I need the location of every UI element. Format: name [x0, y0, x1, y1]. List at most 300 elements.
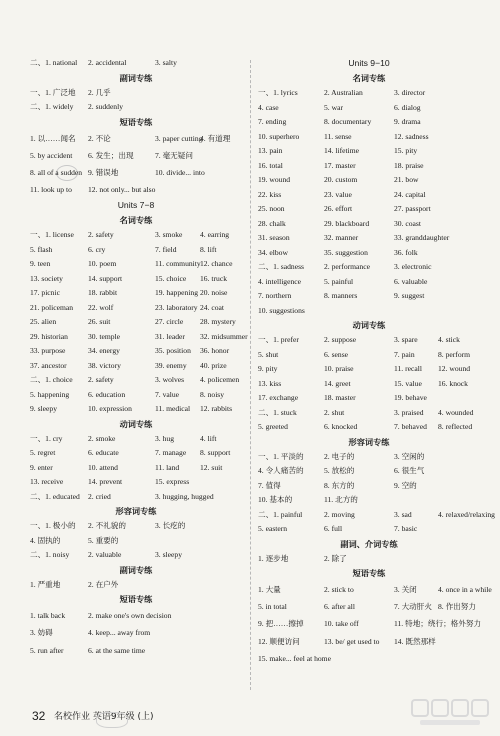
answer-item: 一、1. license	[30, 230, 74, 240]
answer-item: 15. choice	[155, 273, 187, 283]
answer-item: 5. by accident	[30, 150, 73, 160]
answer-item: 3. hug	[155, 433, 174, 443]
answer-item: 6. 发生；出现	[88, 150, 134, 160]
answer-row	[258, 479, 480, 494]
answer-item: 19. happening	[155, 288, 199, 298]
answer-item: 8. lift	[200, 244, 217, 254]
answer-row	[258, 289, 480, 304]
answer-row	[30, 56, 242, 71]
answer-item: 13. society	[30, 273, 63, 283]
answer-item: 9. sleepy	[30, 404, 57, 414]
answer-item: 6. after all	[324, 602, 355, 612]
answer-row	[258, 231, 480, 246]
answer-item: 2. 在户外	[88, 579, 119, 589]
answer-item: 2. accidental	[88, 58, 127, 67]
answer-item: 36. folk	[394, 247, 418, 257]
book-title: 名校作业 英语9年级 (上)	[54, 712, 154, 722]
answer-item: 2. performance	[324, 262, 370, 271]
answer-item: 2. suppose	[324, 335, 357, 344]
answer-item: 10. expression	[88, 404, 132, 414]
answer-item: 36. honor	[200, 346, 230, 356]
answer-item: 4. 有道理	[200, 133, 231, 143]
answer-item: 5. happening	[30, 389, 70, 399]
answer-item: 1. 大量	[258, 585, 281, 594]
answer-item: 8. reflected	[438, 422, 473, 431]
answer-item: 3. director	[394, 88, 426, 97]
answer-item: 21. policeman	[30, 302, 74, 312]
answer-row	[30, 86, 242, 101]
answer-item: 34. elbow	[258, 247, 288, 257]
answer-row	[30, 373, 242, 388]
answer-item: 14. greet	[324, 378, 351, 388]
answer-item: 16. total	[258, 160, 283, 170]
answer-row	[258, 420, 480, 435]
answer-item: 35. suggestion	[324, 247, 368, 257]
answer-row	[30, 130, 242, 147]
answer-item: 16. knock	[438, 378, 468, 388]
answer-row	[258, 348, 480, 363]
answer-item: 13. kiss	[258, 378, 282, 388]
answer-item: 39. enemy	[155, 360, 187, 370]
answer-row	[258, 275, 480, 290]
answer-item: 7. value	[155, 389, 180, 399]
answer-row	[258, 130, 480, 145]
answer-item: 14. 既然那样	[394, 636, 436, 646]
answer-item: 2. 不礼貌的	[88, 521, 126, 531]
answer-item: 17. master	[324, 160, 356, 170]
heading-text: 短语专练	[119, 117, 153, 127]
answer-item: 13. receive	[30, 477, 64, 487]
heading-text: 名词专练	[119, 216, 153, 226]
answer-item: 2. safety	[88, 375, 114, 385]
answer-row	[258, 202, 480, 217]
answer-item: 23. value	[324, 189, 352, 199]
answer-item: 7. northern	[258, 291, 292, 300]
answer-row	[30, 642, 242, 659]
answer-item: 4. keep... away from	[88, 628, 151, 638]
answer-row	[30, 475, 242, 490]
answer-item: 4. 令人痛苦的	[258, 466, 304, 475]
answer-item: 12. wound	[438, 364, 471, 373]
answer-row	[258, 552, 480, 567]
section-heading	[258, 537, 480, 552]
answer-item: 20. custom	[324, 175, 358, 184]
answer-item: 19. wound	[258, 175, 291, 184]
answer-item: 7. behaved	[394, 422, 427, 431]
answer-item: 1. 逐步地	[258, 553, 289, 563]
answer-item: 1. talk back	[30, 611, 66, 621]
answer-item: 7. field	[155, 244, 177, 254]
answer-row	[258, 391, 480, 406]
answer-item: 4. wounded	[438, 407, 474, 417]
answer-item: 14. lifetime	[324, 146, 360, 155]
answer-item: 8. all of a sudden	[30, 167, 83, 177]
answer-row	[30, 257, 242, 272]
answer-item: 17. picnic	[30, 288, 60, 298]
heading-text: 形容词专练	[115, 507, 157, 517]
answer-item: 9. suggest	[394, 291, 425, 300]
answer-row	[30, 228, 242, 243]
answer-row	[258, 260, 480, 275]
answer-item: 31. season	[258, 233, 290, 242]
answer-item: 6. 很生气	[394, 466, 425, 475]
answer-row	[258, 406, 480, 421]
answer-row	[258, 633, 480, 650]
answer-item: 10. take off	[324, 619, 359, 629]
answer-item: 5. shut	[258, 349, 279, 359]
answer-row	[258, 333, 480, 348]
answer-item: 3. praised	[394, 407, 424, 417]
answer-item: 5. flash	[30, 244, 53, 254]
answer-item: 9. 空的	[394, 480, 417, 490]
answer-row	[30, 548, 242, 563]
answer-item: 15. make... feel at home	[258, 653, 331, 663]
heading-text: 动词专练	[352, 321, 386, 330]
answer-item: 4. lift	[200, 433, 217, 443]
answer-row	[258, 246, 480, 261]
decorative-stamp	[96, 712, 128, 728]
answer-item: 33. purpose	[30, 346, 66, 356]
right-column	[258, 56, 495, 667]
answer-row	[30, 272, 242, 287]
answer-item: 10. 基本的	[258, 495, 293, 504]
answer-item: 10. divide... into	[155, 167, 205, 177]
answer-item: 4. earring	[200, 230, 230, 240]
answer-row	[258, 188, 480, 203]
answer-item: 2. valuable	[88, 550, 122, 560]
heading-text: 短语专练	[352, 569, 386, 578]
answer-item: 3. sad	[394, 509, 412, 519]
answer-row	[30, 164, 242, 181]
answer-item: 2. 电子的	[324, 451, 355, 461]
section-heading	[258, 71, 480, 86]
answer-row	[30, 607, 242, 624]
section-heading	[30, 213, 242, 228]
section-heading	[258, 318, 480, 333]
answer-item: 21. bow	[394, 175, 419, 184]
section-heading	[30, 504, 242, 519]
answer-item: 2. shut	[324, 407, 345, 417]
answer-item: 9. 错误地	[88, 167, 119, 177]
answer-item: 8. manners	[324, 291, 358, 300]
answer-item: 24. coat	[200, 302, 225, 312]
answer-row	[258, 144, 480, 159]
answer-item: 3. salty	[155, 58, 177, 67]
answer-item: 11. 特地；绕行；格外努力	[394, 619, 482, 629]
answer-row	[258, 464, 480, 479]
answer-item: 3. wolves	[155, 375, 185, 385]
answer-item: 1. 严重地	[30, 579, 61, 589]
answer-item: 2. moving	[324, 509, 355, 519]
answer-item: 28. chalk	[258, 218, 286, 228]
answer-item: 20. noise	[200, 288, 228, 298]
answer-item: 15. value	[394, 378, 422, 388]
answer-row	[258, 598, 480, 615]
answer-item: 35. position	[155, 346, 191, 356]
section-heading	[30, 563, 242, 578]
answer-item: 9. teen	[30, 259, 51, 269]
answer-row	[258, 493, 480, 508]
answer-item: 12. rabbits	[200, 404, 233, 414]
answer-item: 7. basic	[394, 524, 418, 533]
answer-item: 8. perform	[438, 349, 471, 359]
answer-item: 6. educate	[88, 448, 119, 458]
heading-text: Units 7−8	[117, 200, 155, 211]
answer-row	[30, 286, 242, 301]
answer-item: 18. praise	[394, 160, 424, 170]
page-number: 32	[32, 709, 46, 723]
answer-item: 32. midsummer	[200, 331, 248, 341]
answer-item: 12. suit	[200, 462, 223, 472]
watermark-logo-icon	[410, 696, 490, 728]
answer-item: 38. victory	[88, 360, 121, 370]
answer-row	[30, 461, 242, 476]
answer-item: 9. 把……擦掉	[258, 619, 304, 629]
answer-item: 8. noisy	[200, 389, 225, 399]
answer-item: 一、1. cry	[30, 433, 63, 443]
answer-row	[258, 377, 480, 392]
answer-item: 14. prevent	[88, 477, 123, 487]
answer-row	[30, 315, 242, 330]
answer-row	[30, 578, 242, 593]
answer-item: 7. 毫无疑问	[155, 150, 193, 160]
answer-item: 22. kiss	[258, 189, 282, 199]
answer-item: 2. cried	[88, 491, 111, 501]
answer-item: 13. be/ get used to	[324, 636, 380, 646]
answer-item: 6. valuable	[394, 276, 428, 286]
heading-text: 动词专练	[119, 419, 153, 429]
answer-row	[258, 101, 480, 116]
answer-item: 10. suggestions	[258, 305, 305, 315]
answer-item: 5. painful	[324, 276, 354, 286]
answer-row	[30, 534, 242, 549]
answer-item: 11. medical	[155, 404, 191, 414]
answer-item: 2. 几乎	[88, 87, 111, 97]
answer-item: 7. 大动肝火	[394, 602, 432, 612]
answer-item: 10. superhero	[258, 131, 300, 141]
answer-row	[30, 243, 242, 258]
heading-text: 副词专练	[119, 73, 153, 83]
answer-row	[30, 446, 242, 461]
column-divider	[250, 60, 251, 690]
answer-item: 二、1. sadness	[258, 262, 304, 271]
answer-item: 4. relaxed/relaxing	[438, 509, 495, 519]
answer-item: 6. dialog	[394, 102, 421, 112]
answer-item: 二、1. stuck	[258, 407, 297, 417]
answer-item: 7. ending	[258, 117, 287, 126]
answer-row	[30, 359, 242, 374]
answer-item: 8. 东方的	[324, 480, 355, 490]
answer-item: 3. electronic	[394, 262, 432, 271]
answer-row	[30, 147, 242, 164]
answer-item: 4. policemen	[200, 375, 240, 385]
answer-item: 12. not only... but also	[88, 185, 156, 195]
answer-item: 18. rabbit	[88, 288, 118, 298]
section-heading	[30, 115, 242, 130]
answer-item: 一、1. lyrics	[258, 88, 298, 97]
answer-item: 8. documentary	[324, 117, 372, 126]
answer-item: 7. pain	[394, 349, 415, 359]
answer-item: 二、1. national	[30, 58, 78, 67]
answer-item: 2. suddenly	[88, 102, 124, 111]
answer-item: 18. master	[324, 393, 356, 402]
answer-item: 一、1. prefer	[258, 335, 299, 344]
answer-item: 30. temple	[88, 331, 121, 341]
answer-item: 29. historian	[30, 331, 68, 341]
unit-heading	[30, 198, 242, 213]
heading-text: 短语专练	[119, 595, 153, 605]
answer-item: 23. laboratory	[155, 302, 198, 312]
answer-row	[258, 450, 480, 465]
answer-row	[30, 624, 242, 641]
answer-item: 11. community	[155, 259, 201, 269]
answer-item: 11. sense	[324, 131, 352, 141]
answer-item: 26. effort	[324, 204, 353, 213]
answer-item: 4. intelligence	[258, 276, 302, 286]
answer-item: 6. education	[88, 389, 126, 399]
answer-item: 29. blackboard	[324, 218, 370, 228]
answer-row	[30, 432, 242, 447]
answer-item: 8. 作出努力	[438, 602, 476, 612]
answer-item: 3. 长疙的	[155, 521, 186, 531]
answer-item: 19. behave	[394, 393, 427, 402]
answer-item: 2. smoke	[88, 433, 116, 443]
answer-item: 2. make one's own decision	[88, 611, 172, 621]
answer-item: 6. cry	[88, 244, 106, 254]
answer-item: 2. 除了	[324, 553, 347, 563]
answer-item: 9. enter	[30, 462, 53, 472]
answer-item: 3. sleepy	[155, 550, 182, 560]
answer-item: 24. capital	[394, 189, 426, 199]
answer-item: 4. stick	[438, 335, 460, 344]
answer-item: 27. passport	[394, 204, 431, 213]
answer-row	[30, 402, 242, 417]
answer-item: 4. once in a while	[438, 585, 492, 594]
answer-item: 33. granddaughter	[394, 233, 450, 242]
answer-item: 一、1. 广泛地	[30, 87, 76, 97]
answer-row	[30, 344, 242, 359]
answer-item: 7. 值得	[258, 480, 281, 490]
heading-text: 副词、介词专练	[340, 539, 398, 549]
answer-item: 27. circle	[155, 317, 184, 327]
answer-item: 二、1. painful	[258, 509, 303, 519]
answer-item: 26. suit	[88, 317, 111, 327]
answer-item: 10. attend	[88, 462, 118, 472]
answer-row	[30, 181, 242, 198]
left-column	[30, 56, 248, 659]
heading-text: 形容词专练	[348, 437, 390, 447]
answer-item: 2. safety	[88, 230, 114, 240]
answer-item: 2. 不论	[88, 133, 111, 143]
section-heading	[30, 71, 242, 86]
answer-item: 3. smoke	[155, 230, 183, 240]
answer-item: 31. leader	[155, 331, 185, 341]
answer-item: 3. spare	[394, 335, 418, 344]
answer-item: 11. land	[155, 462, 180, 472]
answer-item: 5. greeted	[258, 422, 288, 431]
answer-item: 4. case	[258, 102, 279, 112]
answer-item: 5. 重要的	[88, 535, 119, 545]
answer-item: 一、1. 极小的	[30, 521, 76, 531]
answer-row	[30, 100, 242, 115]
answer-row	[258, 304, 480, 319]
answer-item: 30. coast	[394, 218, 421, 228]
section-heading	[258, 566, 480, 581]
answer-item: 5. run after	[30, 645, 64, 655]
answer-item: 3. 空闲的	[394, 451, 425, 461]
answer-row	[258, 508, 495, 523]
answer-row	[258, 159, 480, 174]
answer-item: 6. sense	[324, 349, 349, 359]
answer-item: 3. 关闭	[394, 585, 417, 594]
answer-item: 12. 顺便访问	[258, 636, 300, 646]
answer-item: 10. poem	[88, 259, 117, 269]
heading-text: 名词专练	[352, 74, 386, 83]
answer-item: 2. stick to	[324, 585, 354, 594]
answer-item: 3. 妨碍	[30, 628, 53, 638]
answer-row	[258, 581, 492, 598]
unit-heading	[258, 56, 480, 71]
section-heading	[30, 417, 242, 432]
answer-item: 15. express	[155, 477, 190, 487]
answer-item: 5. 放松的	[324, 466, 355, 475]
answer-item: 5. eastern	[258, 524, 288, 533]
answer-item: 一、1. 平淡的	[258, 451, 304, 461]
heading-text: 副词专练	[119, 565, 153, 575]
answer-row	[258, 173, 480, 188]
section-heading	[30, 592, 242, 607]
answer-item: 28. mystery	[200, 317, 236, 327]
answer-item: 10. praise	[324, 364, 354, 373]
answer-item: 1. 以……闻名	[30, 133, 76, 143]
answer-item: 5. war	[324, 102, 343, 112]
answer-item: 3. hugging, hugged	[155, 491, 214, 501]
answer-row	[30, 388, 242, 403]
answer-item: 17. exchange	[258, 393, 299, 402]
answer-item: 二、1. choice	[30, 375, 73, 385]
answer-item: 2. Australian	[324, 88, 363, 97]
answer-item: 25. alien	[30, 317, 57, 327]
answer-item: 25. noon	[258, 204, 285, 213]
section-heading	[258, 435, 480, 450]
answer-item: 11. look up to	[30, 185, 72, 195]
answer-item: 12. chance	[200, 259, 233, 269]
answer-item: 22. wolf	[88, 302, 114, 312]
answer-item: 6. full	[324, 524, 343, 533]
answer-item: 7. manage	[155, 448, 187, 458]
answer-item: 37. ancestor	[30, 360, 67, 370]
answer-item: 34. energy	[88, 346, 120, 356]
answer-item: 二、1. educated	[30, 491, 80, 501]
answer-row	[30, 490, 242, 505]
answer-row	[30, 330, 248, 345]
answer-row	[30, 519, 242, 534]
answer-row	[258, 615, 480, 632]
answer-item: 12. sadness	[394, 131, 429, 141]
answer-row	[258, 115, 480, 130]
page-footer	[32, 708, 154, 724]
answer-row	[258, 522, 480, 537]
answer-item: 6. at the same time	[88, 645, 146, 655]
answer-item: 11. recall	[394, 364, 422, 373]
answer-item: 13. pain	[258, 146, 283, 155]
answer-row	[30, 301, 242, 316]
answer-item: 9. pity	[258, 364, 278, 373]
answer-item: 二、1. widely	[30, 102, 74, 111]
answer-row	[258, 86, 480, 101]
answer-item: 32. manner	[324, 233, 359, 242]
answer-item: 4. 固执的	[30, 535, 61, 545]
